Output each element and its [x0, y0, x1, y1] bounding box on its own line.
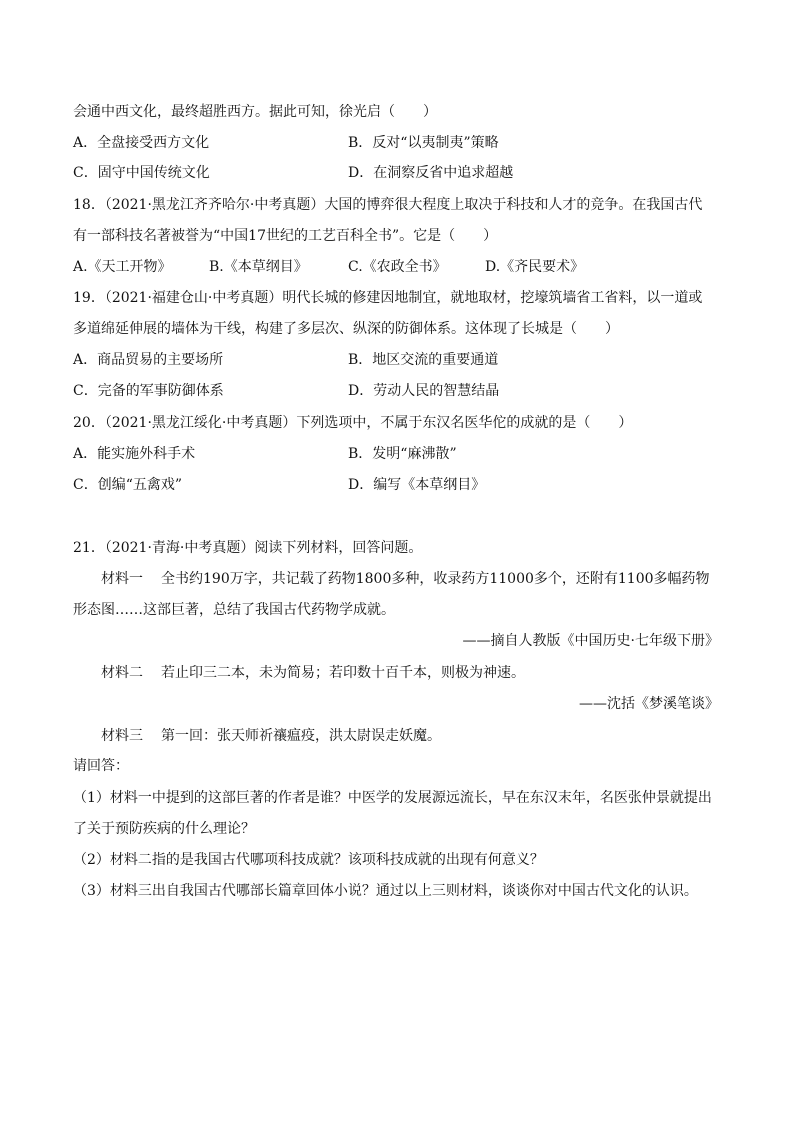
q18-stem-line1: 18．（2021·黑龙江齐齐哈尔·中考真题）大国的博弈很大程度上取决于科技和人才的竞争。在我国古代 — [73, 197, 703, 213]
q18-option-b: B.《本草纲目》 — [209, 259, 308, 275]
q18-option-a: A.《天工开物》 — [73, 259, 172, 275]
q21-material1-line2: 形态图……这部巨著，总结了我国古代药物学成就。 — [73, 602, 395, 618]
q19-option-a: A．商品贸易的主要场所 — [73, 352, 224, 368]
q17-option-c: C．固守中国传统文化 — [73, 165, 210, 181]
q21-stem: 21．（2021·青海·中考真题）阅读下列材料，回答问题。 — [73, 540, 423, 556]
q21-material3-text: 第一回：张天师祈禳瘟疫，洪太尉误走妖魔。 — [161, 728, 441, 744]
q19-stem-line2: 多道绵延伸展的墙体为干线，构建了多层次、纵深的防御体系。这体现了长城是（ ） — [73, 321, 619, 337]
q21-material3 — [101, 726, 441, 746]
q21-material2-source: ——沈括《梦溪笔谈》 — [579, 696, 719, 712]
q17-option-b: B．反对“以夷制夷”策略 — [348, 135, 499, 151]
q18-options — [73, 257, 584, 277]
q21-material1-label: 材料一 — [101, 571, 143, 587]
q19-option-c: C．完备的军事防御体系 — [73, 383, 224, 399]
q21-sub3: （3）材料三出自我国古代哪部长篇章回体小说？通过以上三则材料，谈谈你对中国古代文化的认识。 — [73, 883, 698, 899]
q21-material1-text1: 全书约190万字，共记载了药物1800多种，收录药方11000多个，还附有1100多幅药物 — [161, 571, 710, 587]
q21-sub1-line2: 了关于预防疾病的什么理论？ — [73, 821, 255, 837]
q19-stem-line1: 19．（2021·福建仓山·中考真题）明代长城的修建因地制宜，就地取材，挖壕筑墙省工省料，以一道或 — [73, 290, 703, 306]
q21-material2 — [101, 663, 525, 683]
q21-material1-source: ——摘自人教版《中国历史·七年级下册》 — [462, 633, 719, 649]
q21-material2-text: 若止印三二本，未为简易；若印数十百千本，则极为神速。 — [161, 665, 525, 681]
q20-option-c: C．创编“五禽戏” — [73, 477, 183, 493]
q17-option-a: A．全盘接受西方文化 — [73, 135, 210, 151]
q21-material3-label: 材料三 — [101, 728, 143, 744]
q21-sub1-line1: （1）材料一中提到的这部巨著的作者是谁？中医学的发展源远流长，早在东汉末年，名医张仲景就提出 — [73, 790, 712, 806]
q21-sub2: （2）材料二指的是我国古代哪项科技成就？该项科技成就的出现有何意义？ — [73, 852, 544, 868]
q19-option-b: B．地区交流的重要通道 — [348, 352, 499, 368]
q17-stem-tail: 会通中西文化，最终超胜西方。据此可知，徐光启（ ） — [73, 104, 437, 120]
q20-stem: 20．（2021·黑龙江绥化·中考真题）下列选项中，不属于东汉名医华佗的成就的是（ ） — [73, 415, 633, 431]
q20-option-d: D．编写《本草纲目》 — [348, 477, 486, 493]
q20-option-b: B．发明“麻沸散” — [348, 446, 457, 462]
q21-material2-label: 材料二 — [101, 665, 143, 681]
q18-stem-line2: 有一部科技名著被誉为“中国17世纪的工艺百科全书”。它是（ ） — [73, 228, 498, 244]
q19-option-d: D．劳动人民的智慧结晶 — [348, 383, 500, 399]
q21-prompt: 请回答： — [73, 758, 129, 774]
q21-material1-line1 — [101, 569, 710, 589]
q20-option-a: A．能实施外科手术 — [73, 446, 196, 462]
q17-option-d: D．在洞察反省中追求超越 — [348, 165, 514, 181]
q18-option-d: D.《齐民要术》 — [485, 259, 585, 275]
q18-option-c: C.《农政全书》 — [348, 259, 447, 275]
